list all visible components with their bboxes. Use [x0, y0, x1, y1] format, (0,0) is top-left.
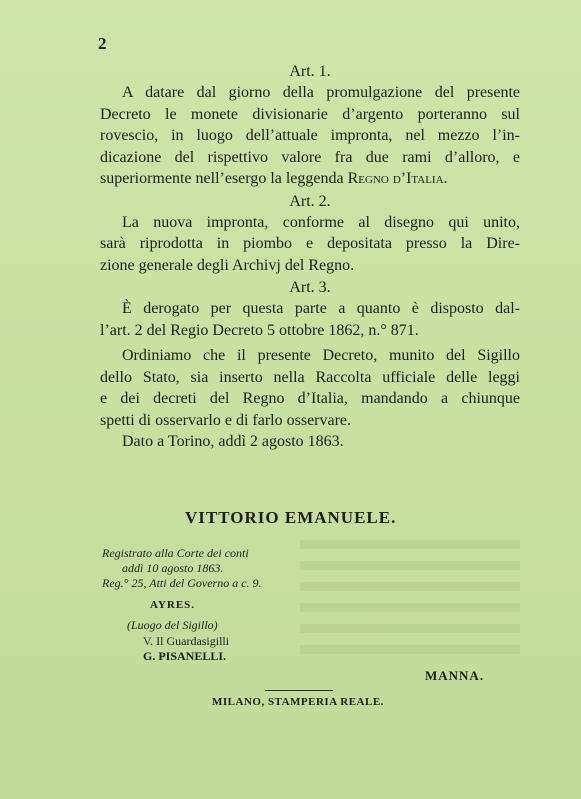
text-line: A datare dal giorno della promulgazione del presente — [122, 84, 520, 101]
article-3-text — [100, 298, 520, 341]
seal-block — [127, 618, 229, 665]
text-line: dello Stato, sia inserto nella Raccolta ufficiale delle leggi — [100, 368, 520, 386]
dated-line: Dato a Torino, addì 2 agosto 1863. — [122, 433, 344, 450]
registry-line: addì 10 agosto 1863. — [122, 561, 224, 575]
article-3-heading: Art. 3. — [289, 279, 331, 296]
text-line: e dei decreti del Regno d’Italia, mandando a chiunque — [100, 390, 520, 407]
text-line: Decreto le monete divisionarie d’argento porteranno sul — [100, 105, 520, 123]
text-line: La nuova impronta, conforme al disegno qui unito, — [122, 213, 520, 231]
minister-signature: MANNA. — [425, 668, 485, 683]
text-line: sarà riprodotta in piombo e depositata presso la Dire- — [100, 235, 520, 252]
seal-line: V. Il Guardasigilli — [143, 633, 230, 648]
text-line: spetti di osservarlo e di farlo osservare. — [100, 411, 352, 429]
article-1-text — [100, 82, 520, 190]
order-text — [100, 345, 520, 453]
divider — [265, 690, 333, 691]
page-number: 2 — [98, 34, 107, 53]
article-2-heading: Art. 2. — [289, 192, 331, 210]
text-line: Ordiniamo che il presente Decreto, munito del Sigillo — [122, 347, 520, 364]
seal-line: (Luogo del Sigillo) — [127, 618, 218, 632]
text-line: È derogato per questa parte a quanto è disposto dal- — [122, 300, 520, 317]
king-signature: VITTORIO EMANUELE. — [185, 508, 397, 527]
printer-imprint: MILANO, STAMPERIA REALE. — [212, 696, 384, 708]
text-line: zione generale degli Archivj del Regno. — [100, 256, 355, 274]
registry-line: Registrato alla Corte dei conti — [102, 546, 249, 560]
text-line: dicazione del rispettivo valore fra due rami d’alloro, e — [100, 148, 520, 166]
article-1-heading: Art. 1. — [289, 63, 331, 80]
registry-note — [102, 546, 262, 591]
keeper-name: G. PISANELLI. — [143, 649, 227, 663]
decree-body — [100, 60, 520, 453]
text-line — [100, 168, 520, 190]
registry-line: Reg.° 25, Atti del Governo a c. 9. — [102, 576, 262, 590]
kingdom-name: Regno d’Italia. — [347, 170, 448, 187]
text-fragment: superiormente nell’esergo la leggenda — [100, 170, 348, 187]
bleed-through-mark — [300, 540, 520, 660]
registrar-name: AYRES. — [150, 599, 196, 611]
text-line: l’art. 2 del Regio Decreto 5 ottobre 1862, n.° 871. — [100, 321, 419, 339]
article-2-text — [100, 212, 520, 277]
text-line: rovescio, in luogo dell’attuale impronta, nel mezzo l’in- — [100, 127, 520, 144]
